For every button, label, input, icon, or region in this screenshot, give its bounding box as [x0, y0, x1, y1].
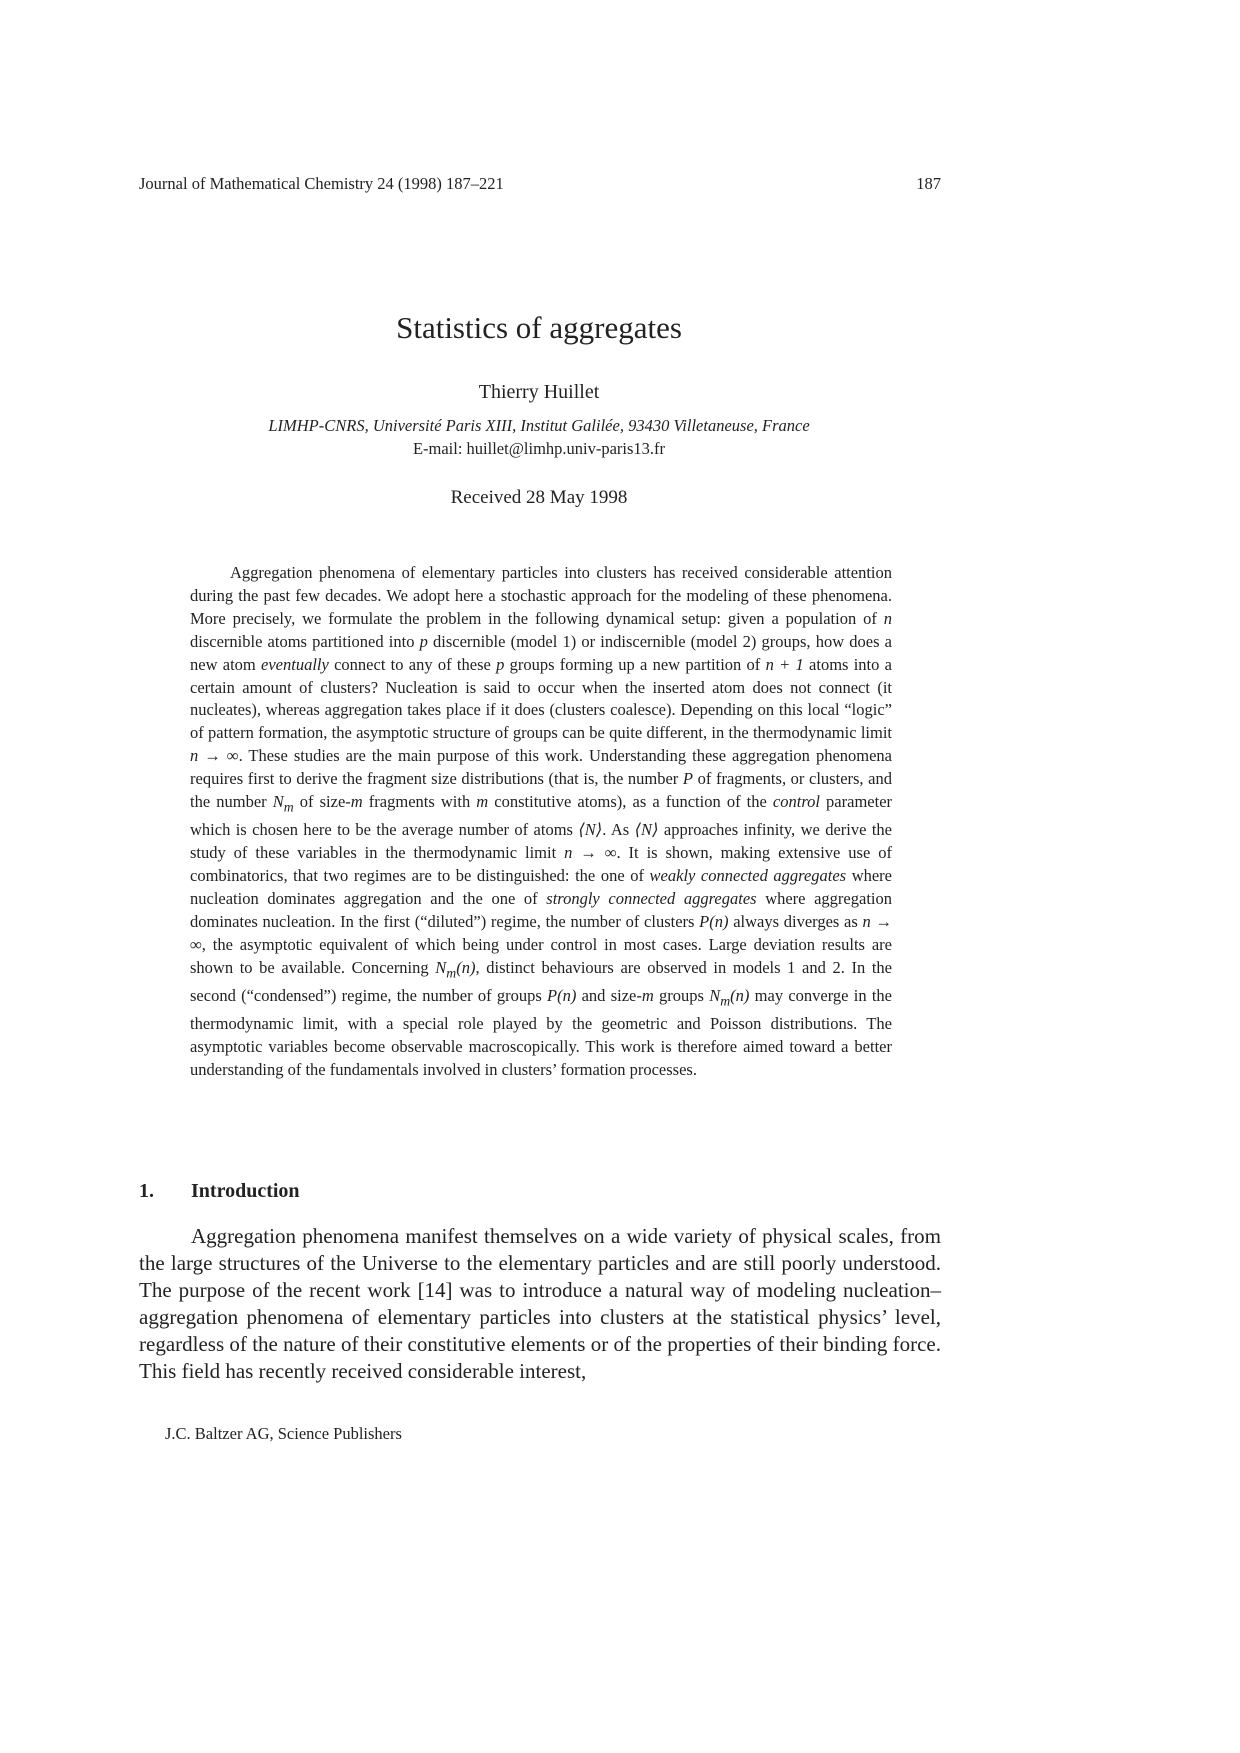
author-affiliation: LIMHP-CNRS, Université Paris XIII, Institut Galilée, 93430 Villetaneuse, France [268, 416, 810, 435]
section-heading [139, 1180, 300, 1203]
author-name: Thierry Huillet [478, 381, 600, 403]
paper-title: Statistics of aggregates [396, 310, 682, 345]
journal-citation: Journal of Mathematical Chemistry 24 (1998) 187–221 [139, 174, 504, 193]
received-date: Received 28 May 1998 [450, 487, 628, 508]
introduction-paragraph: Aggregation phenomena manifest themselves on a wide variety of physical scales, from the large structures of the Universe to the elementary particles and are still poorly understood. The purpose of the recent work [14] was to introduce a natural way of modeling nucleation–aggregation phenomena of elementary particles into clusters at the statistical physics’ level, regardless of the nature of their constitutive elements or of the properties of their binding force. This field has recently received considerable interest, [139, 1224, 941, 1384]
running-head [139, 174, 941, 194]
abstract: Aggregation phenomena of elementary particles into clusters has received considerable attention during the past few decades. We adopt here a stochastic approach for the modeling of these phenomena. More precisely, we formulate the problem in the following dynamical setup: given a population of n discernible atoms partitioned into p discernible (model 1) or indiscernible (model 2) groups, how does a new atom eventually connect to any of these p groups forming up a new partition of n + 1 atoms into a certain amount of clusters? Nucleation is said to occur when the inserted atom does not connect (it nucleates), whereas aggregation takes place if it does (clusters coalesce). Depending on this local “logic” of pattern formation, the asymptotic structure of groups can be quite different, in the thermodynamic limit n → ∞. These studies are the main purpose of this work. Understanding these aggregation phenomena requires first to derive the fragment size distributions (that is, the number P of fragments, or clusters, and the number $N_m$ of size-m fragments with m constitutive atoms), as a function of the control parameter which is chosen here to be the average number of atoms ⟨N⟩. As ⟨N⟩ approaches infinity, we derive the study of these variables in the thermodynamic limit n → ∞. It is shown, making extensive use of combinatorics, that two regimes are to be distinguished: the one of weakly connected aggregates where nucleation dominates aggregation and the one of strongly connected aggregates where aggregation dominates nucleation. In the first (“diluted”) regime, the number of clusters P(n) always diverges as n → ∞, the asymptotic equivalent of which being under control in most cases. Large deviation results are shown to be available. Concerning $N_m(n)$, distinct behaviours are observed in models 1 and 2. In the second (“condensed”) regime, the number of groups P(n) and size-m groups $N_m(n)$ may converge in the thermodynamic limit, with a special role played by the geometric and Poisson distributions. The asymptotic variables become observable macroscopically. This work is therefore aimed toward a better understanding of the fundamentals involved in clusters’ formation processes. [190, 563, 893, 1079]
section-title: Introduction [191, 1180, 300, 1202]
publisher-footer: J.C. Baltzer AG, Science Publishers [165, 1424, 402, 1443]
page-number: 187 [916, 174, 941, 193]
author-email: E-mail: huillet@limhp.univ-paris13.fr [412, 439, 666, 458]
section-number: 1. [139, 1180, 154, 1202]
